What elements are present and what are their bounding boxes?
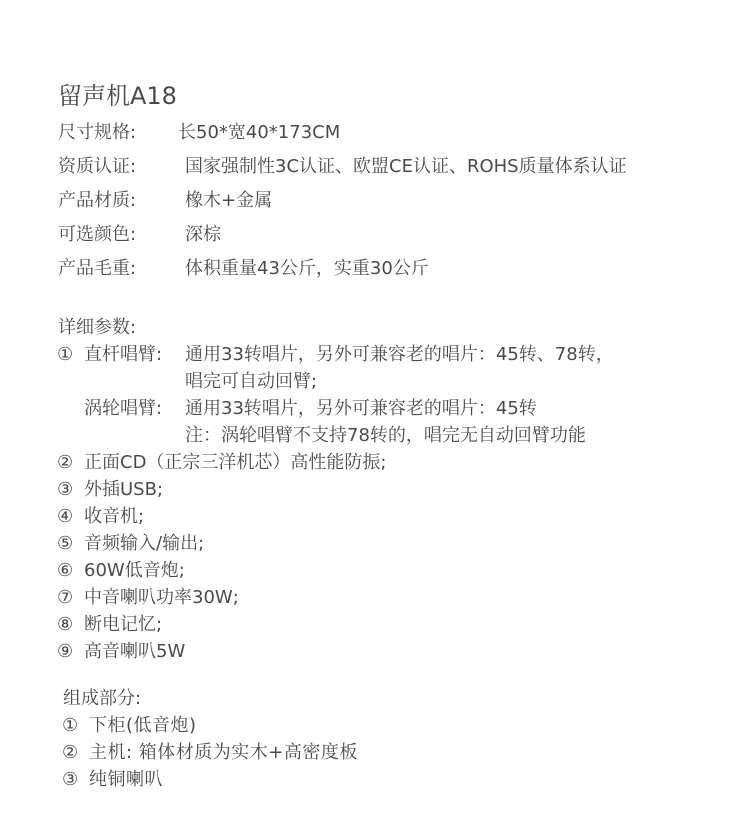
spec-value-size: 长50*宽40*173CM: [178, 122, 341, 143]
component-number: ①: [62, 715, 79, 736]
spec-label-size: 尺寸规格:: [58, 122, 137, 143]
spec-label-color: 可选颜色:: [58, 224, 137, 245]
details-item-text: 收音机;: [84, 506, 145, 527]
spec-label-certification: 资质认证:: [58, 156, 137, 177]
details-item-number: ①: [57, 344, 74, 365]
details-item-text: 高音喇叭5W: [84, 641, 186, 662]
arm1-line2: 唱完可自动回臂;: [185, 371, 318, 392]
details-item-number: ④: [57, 506, 74, 527]
details-item-number: ⑧: [57, 614, 74, 635]
spec-value-weight: 体积重量43公斤，实重30公斤: [185, 258, 429, 279]
details-item-number: ⑨: [57, 641, 74, 662]
arm1-label: 直杆唱臂:: [84, 344, 163, 365]
details-item-number: ⑤: [57, 533, 74, 554]
details-item-text: 断电记忆;: [84, 614, 163, 635]
spec-value-certification: 国家强制性3C认证、欧盟CE认证、ROHS质量体系认证: [185, 156, 627, 177]
details-item-number: ⑥: [57, 560, 74, 581]
spec-label-material: 产品材质:: [58, 190, 137, 211]
arm1-line1: 通用33转唱片，另外可兼容老的唱片：45转、78转，: [185, 344, 614, 365]
details-item-text: 外插USB;: [84, 479, 164, 500]
details-item-number: ②: [57, 452, 74, 473]
arm2-label: 涡轮唱臂:: [84, 398, 163, 419]
details-item-text: 中音喇叭功率30W;: [84, 587, 239, 608]
details-item-number: ③: [57, 479, 74, 500]
component-text: 主机: 箱体材质为实木+高密度板: [89, 742, 358, 763]
component-text: 纯铜喇叭: [89, 769, 163, 790]
component-text: 下柜(低音炮): [89, 715, 197, 736]
details-item-text: 60W低音炮;: [84, 560, 185, 581]
arm2-note: 注：涡轮唱臂不支持78转的，唱完无自动回臂功能: [185, 425, 586, 446]
product-title: 留声机A18: [58, 82, 177, 110]
details-heading: 详细参数:: [58, 317, 137, 338]
spec-label-weight: 产品毛重:: [58, 258, 137, 279]
details-item-text: 音频输入/输出;: [84, 533, 205, 554]
component-number: ②: [62, 742, 79, 763]
spec-value-color: 深棕: [185, 224, 221, 245]
arm2-line1: 通用33转唱片，另外可兼容老的唱片：45转: [185, 398, 537, 419]
details-item-number: ⑦: [57, 587, 74, 608]
components-heading: 组成部分:: [63, 688, 142, 709]
details-item-text: 正面CD（正宗三洋机芯）高性能防振;: [84, 452, 387, 473]
spec-value-material: 橡木+金属: [185, 190, 273, 211]
component-number: ③: [62, 769, 79, 790]
